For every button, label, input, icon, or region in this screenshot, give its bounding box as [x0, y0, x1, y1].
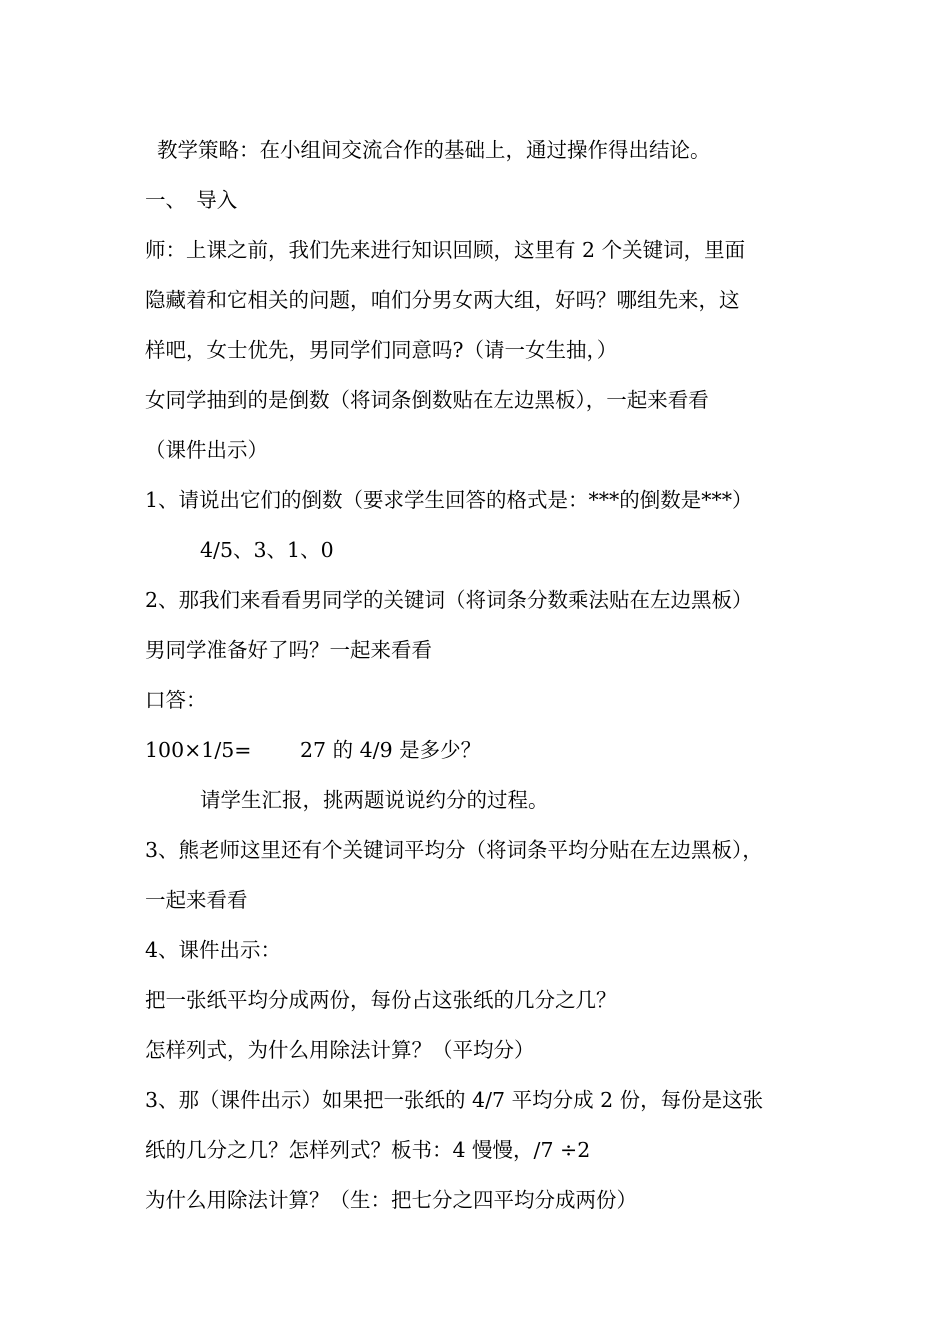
- question-3b: 3、那（课件出示）如果把一张纸的 4/7 平均分成 2 份，每份是这张: [145, 1088, 764, 1112]
- paragraph-line: 怎样列式，为什么用除法计算？（平均分）: [145, 1038, 535, 1062]
- paragraph-line: 一起来看看: [145, 888, 248, 912]
- oral-problem-1: 100×1/5=: [145, 738, 252, 762]
- paragraph-line: 隐藏着和它相关的问题，咱们分男女两大组，好吗？哪组先来，这: [145, 288, 740, 312]
- paragraph-line: 男同学准备好了吗？一起来看看: [145, 638, 432, 662]
- question-1: 1、请说出它们的倒数（要求学生回答的格式是：***的倒数是***）: [145, 488, 753, 512]
- question-4: 4、课件出示：: [145, 938, 282, 962]
- question-2: 2、那我们来看看男同学的关键词（将词条分数乘法贴在左边黑板）: [145, 588, 753, 612]
- question-3: 3、熊老师这里还有个关键词平均分（将词条平均分贴在左边黑板），: [145, 838, 763, 862]
- paragraph-line: 为什么用除法计算？（生：把七分之四平均分成两份）: [145, 1188, 637, 1212]
- paragraph-line: 女同学抽到的是倒数（将词条倒数贴在左边黑板），一起来看看: [145, 388, 709, 412]
- reciprocal-numbers: 4/5、3、1、0: [200, 538, 334, 562]
- paragraph-line: 样吧，女士优先，男同学们同意吗?（请一女生抽，）: [145, 338, 618, 362]
- paragraph-line: 师：上课之前，我们先来进行知识回顾，这里有 2 个关键词，里面: [145, 238, 746, 262]
- paragraph-line: 纸的几分之几？怎样列式？板书：4 慢慢，/7 ÷2: [145, 1138, 591, 1162]
- paragraph-line: 请学生汇报，挑两题说说约分的过程。: [200, 788, 549, 812]
- oral-answer-label: 口答：: [145, 688, 207, 712]
- paragraph-line: 把一张纸平均分成两份，每份占这张纸的几分之几？: [145, 988, 617, 1012]
- paragraph-line: （课件出示）: [145, 438, 268, 462]
- oral-problem-2: 27 的 4/9 是多少？: [300, 738, 482, 762]
- section-heading-intro: 一、 导入: [145, 188, 238, 212]
- strategy-line: 教学策略：在小组间交流合作的基础上，通过操作得出结论。: [157, 138, 711, 162]
